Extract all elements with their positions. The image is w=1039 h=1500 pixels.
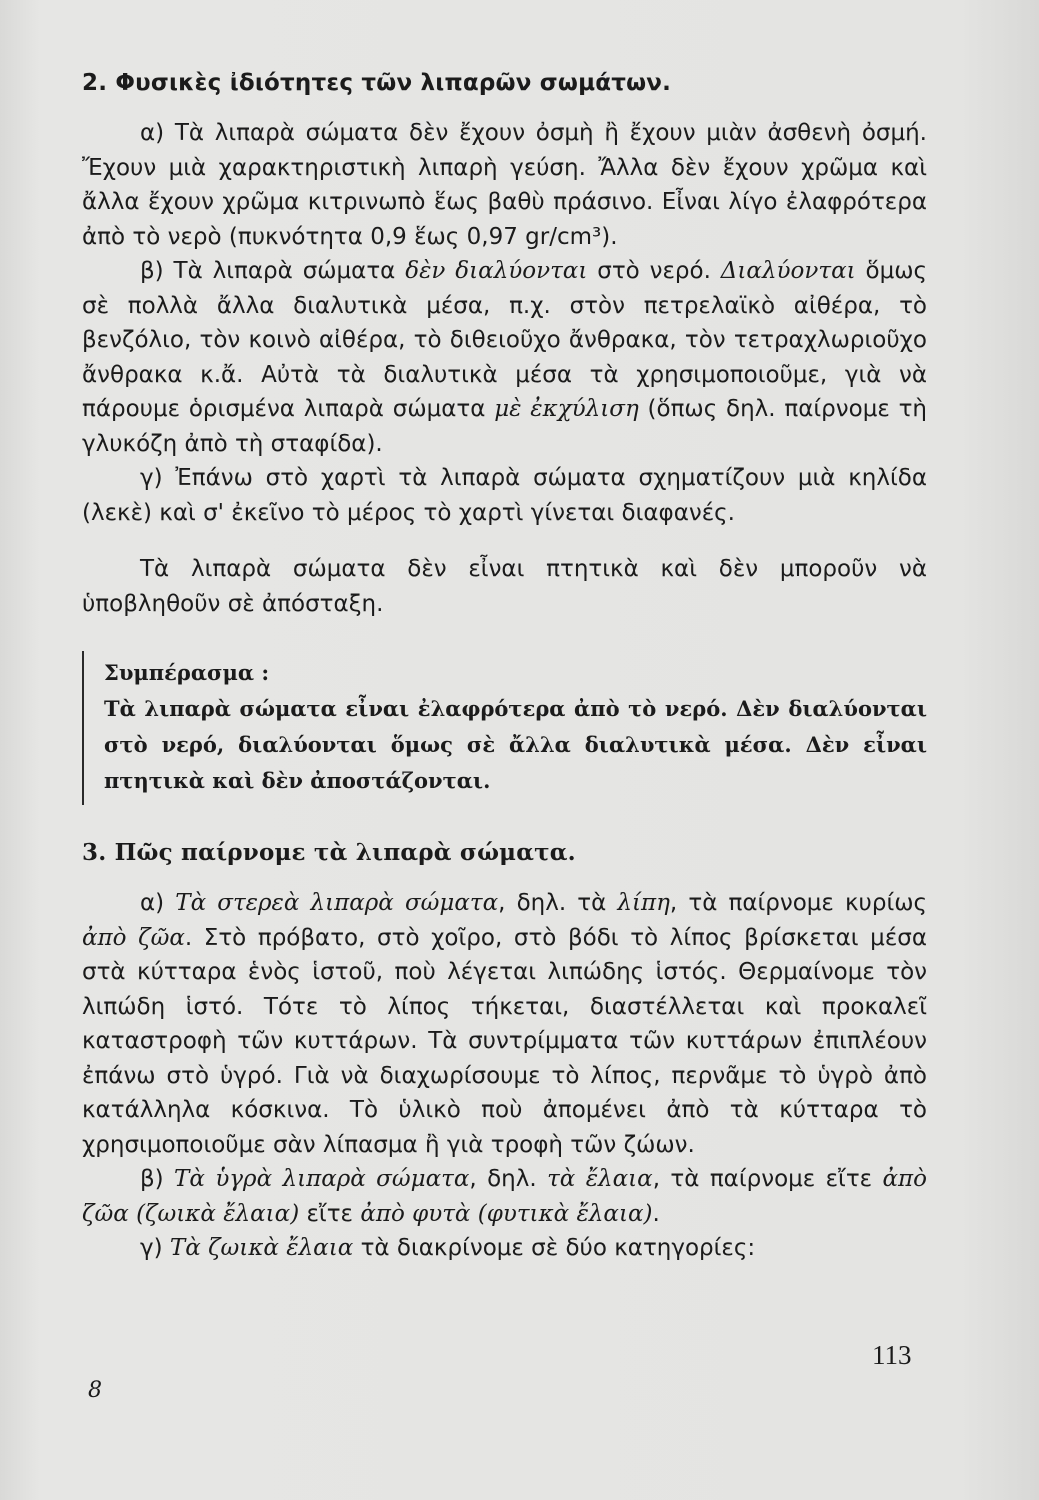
section-3-paragraph-b: β) Τὰ ὑγρὰ λιπαρὰ σώματα, δηλ. τὰ ἔλαια, τὰ παίρνομε εἴτε ἀπὸ ζῶα (ζωικὰ ἔλαια) εἴτε ἀπὸ φυτὰ (φυτικὰ ἔλαια). [82,1166,927,1227]
section-3-paragraph-a: α) Τὰ στερεὰ λιπαρὰ σώματα, δηλ. τὰ λίπη, τὰ παίρνομε κυρίως ἀπὸ ζῶα. Στὸ πρόβατο, στὸ χοῖρο, στὸ βόδι τὸ λίπος βρίσκεται μέσα στὰ κύτταρα ἑνὸς ἱστοῦ, ποὺ λέγεται λιπώδης ἱστός. Θερμαίνομε τὸν λιπώδη ἱστό. Τότε τὸ λίπος τήκεται, διαστέλλεται καὶ προκαλεῖ καταστροφὴ τῶν κυττάρων. Τὰ συντρίμματα τῶν κυττάρων ἐπιπλέουν ἐπάνω στὸ ὑγρό. Γιὰ νὰ διαχωρίσουμε τὸ λίπος, περνᾶμε τὸ ὑγρὸ ἀπὸ κατάλληλα κόσκινα. Τὸ ὑλικὸ ποὺ ἀπομένει ἀπὸ τὰ κύτταρα τὸ χρησιμοποιοῦμε σὰν λίπασμα ἢ γιὰ τροφὴ τῶν ζώων. [82,890,927,1158]
page-content [82,70,927,1266]
section-2-heading: 2. Φυσικὲς ἰδιότητες τῶν λιπαρῶν σωμάτων. [82,70,672,96]
section-3-heading: 3. Πῶς παίρνομε τὰ λιπαρὰ σώματα. [82,839,576,866]
section-2-paragraph-d: Τὰ λιπαρὰ σώματα δὲν εἶναι πτητικὰ καὶ δὲν μποροῦν νὰ ὑποβληθοῦν σὲ ἀπόσταξη. [82,556,927,617]
section-2-paragraph-a: α) Τὰ λιπαρὰ σώματα δὲν ἔχουν ὀσμὴ ἢ ἔχουν μιὰν ἀσθενὴ ὀσμή. Ἔχουν μιὰ χαρακτηριστικὴ λιπαρὴ γεύση. Ἄλλα δὲν ἔχουν χρῶμα καὶ ἄλλα ἔχουν χρῶμα κιτρινωπὸ ἕως βαθὺ πράσινο. Εἶναι λίγο ἐλαφρότερα ἀπὸ τὸ νερὸ (πυκνότητα 0,9 ἕως 0,97 gr/cm³). [82,120,927,250]
signature-mark: 8 [88,1378,102,1403]
conclusion-text: Τὰ λιπαρὰ σώματα εἶναι ἐλαφρότερα ἀπὸ τὸ νερό. Δὲν διαλύονται στὸ νερό, διαλύονται ὅμως σὲ ἄλλα διαλυτικὰ μέσα. Δὲν εἶναι πτητικὰ καὶ δὲν ἀποστάζονται. [104,696,927,793]
section-2-paragraph-b: β) Τὰ λιπαρὰ σώματα δὲν διαλύονται στὸ νερό. Διαλύονται ὅμως σὲ πολλὰ ἄλλα διαλυτικὰ μέσα, π.χ. στὸν πετρελαϊκὸ αἰθέρα, τὸ βενζόλιο, τὸν κοινὸ αἰθέρα, τὸ διθειοῦχο ἄνθρακα, τὸν τετραχλωριοῦχο ἄνθρακα κ.ἄ. Αὐτὰ τὰ διαλυτικὰ μέσα τὰ χρησιμοποιοῦμε, γιὰ νὰ πάρουμε ὁρισμένα λιπαρὰ σώματα μὲ ἐκχύλιση (ὅπως δηλ. παίρνομε τὴ γλυκόζη ἀπὸ τὴ σταφίδα). [82,258,927,457]
section-2-paragraph-c: γ) Ἐπάνω στὸ χαρτὶ τὰ λιπαρὰ σώματα σχηματίζουν μιὰ κηλίδα (λεκὲ) καὶ σ' ἐκεῖνο τὸ μέρος τὸ χαρτὶ γίνεται διαφανές. [82,465,927,526]
page-number: 113 [872,1340,912,1370]
conclusion-title: Συμπέρασμα : [104,660,270,685]
conclusion-box [82,651,927,805]
section-3-paragraph-c: γ) Τὰ ζωικὰ ἔλαια τὰ διακρίνομε σὲ δύο κατηγορίες: [140,1235,756,1261]
